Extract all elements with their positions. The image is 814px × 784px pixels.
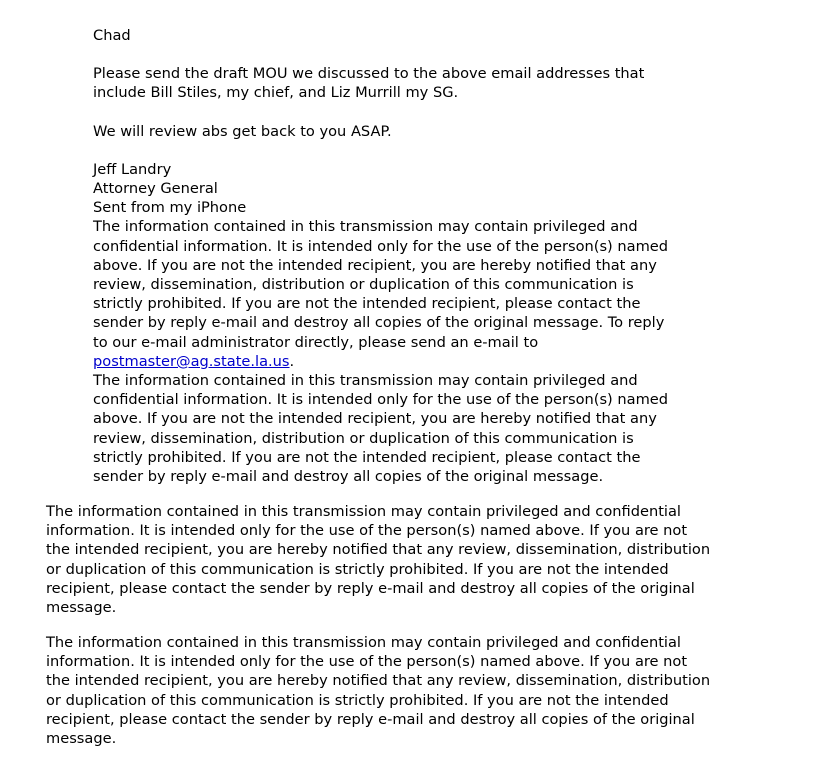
- footer-disclaimer: [46, 633, 791, 748]
- request-line: include Bill Stiles, my chief, and Liz Murrill my SG.: [93, 84, 459, 102]
- request-paragraph: [93, 64, 753, 102]
- disclaimer-line: The information contained in this transmission may contain privileged and: [93, 372, 638, 390]
- disclaimer-line: above. If you are not the intended recipient, you are hereby notified that any: [93, 410, 657, 428]
- disclaimer-line: sender by reply e-mail and destroy all copies of the original message.: [93, 468, 604, 486]
- footer-disclaimer: [46, 502, 791, 617]
- signature-block: [93, 160, 753, 486]
- disclaimer-line: The information contained in this transmission may contain privileged and confidential: [46, 634, 681, 651]
- disclaimer-line: above. If you are not the intended recipient, you are hereby notified that any: [93, 256, 657, 274]
- disclaimer-line: The information contained in this transmission may contain privileged and: [93, 218, 638, 236]
- disclaimer-line: information. It is intended only for the use of the person(s) named above. If you are not: [46, 653, 688, 671]
- signature-title: Attorney General: [93, 180, 218, 198]
- disclaimer-line: message.: [46, 599, 117, 617]
- postmaster-email-link[interactable]: postmaster@ag.state.la.us: [93, 352, 290, 370]
- quoted-message: [93, 26, 753, 486]
- disclaimer-line: strictly prohibited. If you are not the intended recipient, please contact the: [93, 448, 641, 466]
- request-line: Please send the draft MOU we discussed to the above email addresses that: [93, 65, 645, 83]
- disclaimer-with-contact: [93, 217, 753, 371]
- disclaimer-line: the intended recipient, you are hereby notified that any review, dissemination, distribution: [46, 672, 711, 690]
- sent-from: Sent from my iPhone: [93, 199, 247, 217]
- disclaimer-line: review, dissemination, distribution or duplication of this communication is: [93, 429, 634, 447]
- disclaimer-line: message.: [46, 730, 117, 748]
- disclaimer-line: recipient, please contact the sender by reply e-mail and destroy all copies of the original: [46, 579, 695, 597]
- signature-name: Jeff Landry: [93, 160, 172, 178]
- disclaimer-line: The information contained in this transmission may contain privileged and confidential: [46, 503, 681, 520]
- disclaimer-line: review, dissemination, distribution or duplication of this communication is: [93, 276, 634, 294]
- disclaimer-line: or duplication of this communication is strictly prohibited. If you are not the intended: [46, 560, 669, 578]
- disclaimer-line: to our e-mail administrator directly, please send an e-mail to: [93, 333, 539, 351]
- review-paragraph: We will review abs get back to you ASAP.: [93, 122, 392, 140]
- disclaimer-line: recipient, please contact the sender by reply e-mail and destroy all copies of the original: [46, 710, 695, 728]
- disclaimer-line: information. It is intended only for the use of the person(s) named above. If you are not: [46, 522, 688, 540]
- disclaimer-line: sender by reply e-mail and destroy all copies of the original message. To reply: [93, 314, 665, 332]
- disclaimer-line: or duplication of this communication is strictly prohibited. If you are not the intended: [46, 691, 669, 709]
- postmaster-suffix: .: [289, 352, 295, 370]
- disclaimer-line: the intended recipient, you are hereby notified that any review, dissemination, distribution: [46, 541, 711, 559]
- greeting: Chad: [93, 27, 131, 44]
- disclaimer-line: strictly prohibited. If you are not the intended recipient, please contact the: [93, 295, 641, 313]
- disclaimer-block: [93, 371, 753, 486]
- disclaimer-line: confidential information. It is intended only for the use of the person(s) named: [93, 391, 669, 409]
- disclaimer-line: confidential information. It is intended only for the use of the person(s) named: [93, 237, 669, 255]
- postmaster-line: [93, 352, 753, 371]
